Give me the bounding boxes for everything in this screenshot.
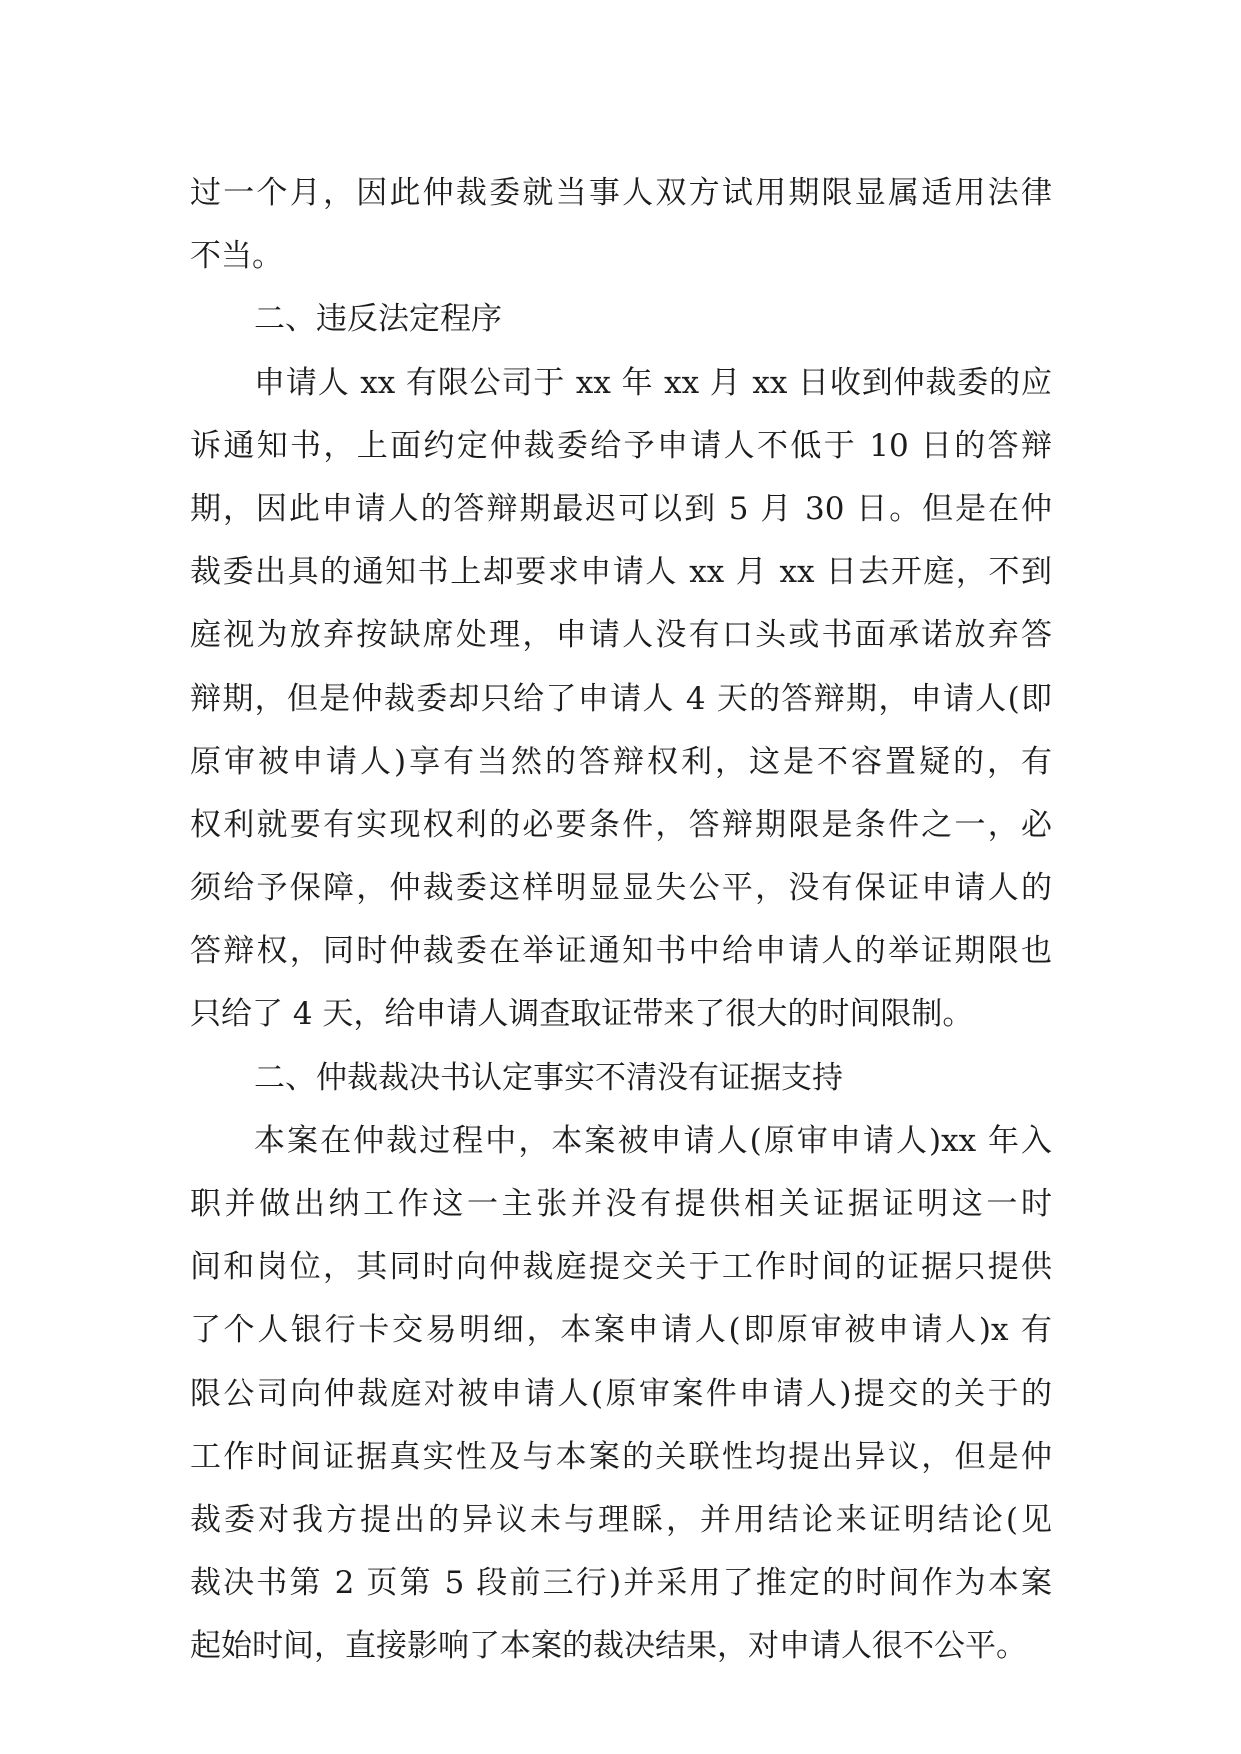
body-text-line: 裁决书第 2 页第 5 段前三行)并采用了推定的时间作为本案	[190, 1565, 1052, 1602]
body-text-line: 过一个月，因此仲裁委就当事人双方试用期限显属适用法律	[190, 175, 1052, 211]
body-text-line: 诉通知书，上面约定仲裁委给予申请人不低于 10 日的答辩	[190, 427, 1052, 464]
body-text-line: 裁委对我方提出的异议未与理睬，并用结论来证明结论(见	[190, 1501, 1052, 1538]
body-text-line: 庭视为放弃按缺席处理，申请人没有口头或书面承诺放弃答	[190, 617, 1052, 654]
body-text-line: 辩期，但是仲裁委却只给了申请人 4 天的答辩期，申请人(即	[190, 680, 1052, 717]
body-text-line: 裁委出具的通知书上却要求申请人 xx 月 xx 日去开庭，不到	[190, 554, 1052, 591]
body-text-line: 申请人 xx 有限公司于 xx 年 xx 月 xx 日收到仲裁委的应	[254, 364, 1052, 401]
body-text-line: 权利就要有实现权利的必要条件，答辩期限是条件之一，必	[190, 806, 1052, 843]
body-text-line: 期，因此申请人的答辩期最迟可以到 5 月 30 日。但是在仲	[190, 490, 1052, 527]
body-text-line: 不当。	[190, 238, 283, 275]
body-text-line: 了个人银行卡交易明细，本案申请人(即原审被申请人)x 有	[190, 1312, 1052, 1349]
body-text-line: 本案在仲裁过程中，本案被申请人(原审申请人)xx 年入	[254, 1122, 1052, 1159]
body-text-line: 起始时间，直接影响了本案的裁决结果，对申请人很不公平。	[190, 1628, 1027, 1665]
body-text-line: 只给了 4 天，给申请人调查取证带来了很大的时间限制。	[190, 996, 974, 1033]
body-text-line: 答辩权，同时仲裁委在举证通知书中给申请人的举证期限也	[190, 933, 1052, 970]
document-body	[190, 162, 1052, 1679]
section-heading: 二、违反法定程序	[254, 301, 502, 338]
body-text-line: 职并做出纳工作这一主张并没有提供相关证据证明这一时	[190, 1186, 1052, 1222]
body-text-line: 工作时间证据真实性及与本案的关联性均提出异议，但是仲	[190, 1438, 1052, 1475]
section-heading: 二、仲裁裁决书认定事实不清没有证据支持	[254, 1059, 843, 1096]
body-text-line: 原审被申请人)享有当然的答辩权利，这是不容置疑的，有	[190, 743, 1052, 780]
body-text-line: 须给予保障，仲裁委这样明显显失公平，没有保证申请人的	[190, 870, 1052, 907]
body-text-line: 限公司向仲裁庭对被申请人(原审案件申请人)提交的关于的	[190, 1375, 1052, 1412]
body-text-line: 间和岗位，其同时向仲裁庭提交关于工作时间的证据只提供	[190, 1249, 1052, 1286]
